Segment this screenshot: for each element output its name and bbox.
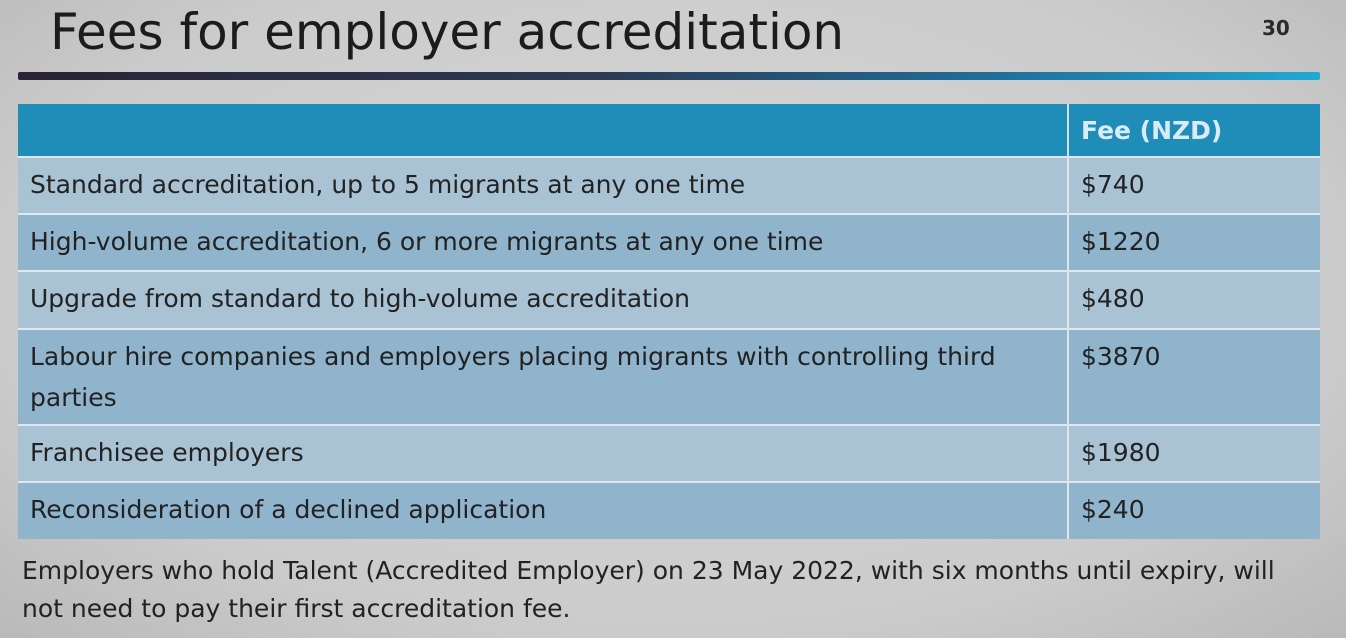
row-description: High-volume accreditation, 6 or more migrants at any one time — [18, 214, 1068, 271]
row-description: Franchisee employers — [18, 425, 1068, 482]
slide-title: Fees for employer accreditation — [50, 3, 845, 61]
page-number: 30 — [1262, 16, 1290, 40]
table-header-fee: Fee (NZD) — [1068, 104, 1320, 157]
row-fee: $740 — [1068, 157, 1320, 214]
table-row — [18, 214, 1320, 271]
row-fee: $3870 — [1068, 329, 1320, 425]
row-fee: $1980 — [1068, 425, 1320, 482]
table-row — [18, 157, 1320, 214]
table-row — [18, 271, 1320, 329]
fees-table — [18, 104, 1320, 539]
table-row — [18, 329, 1320, 425]
row-description: Standard accreditation, up to 5 migrants at any one time — [18, 157, 1068, 214]
row-description: Labour hire companies and employers placing migrants with controlling third parties — [18, 329, 1068, 425]
row-fee: $480 — [1068, 271, 1320, 329]
title-divider — [18, 72, 1320, 80]
table-header-description — [18, 104, 1068, 157]
row-fee: $240 — [1068, 482, 1320, 539]
footnote: Employers who hold Talent (Accredited Employer) on 23 May 2022, with six months until expiry, will not need to pay their first accreditation fee. — [22, 556, 1275, 623]
row-description: Upgrade from standard to high-volume accreditation — [18, 271, 1068, 329]
row-description: Reconsideration of a declined application — [18, 482, 1068, 539]
table-row — [18, 482, 1320, 539]
table-row — [18, 425, 1320, 482]
row-fee: $1220 — [1068, 214, 1320, 271]
table-header-row — [18, 104, 1320, 157]
